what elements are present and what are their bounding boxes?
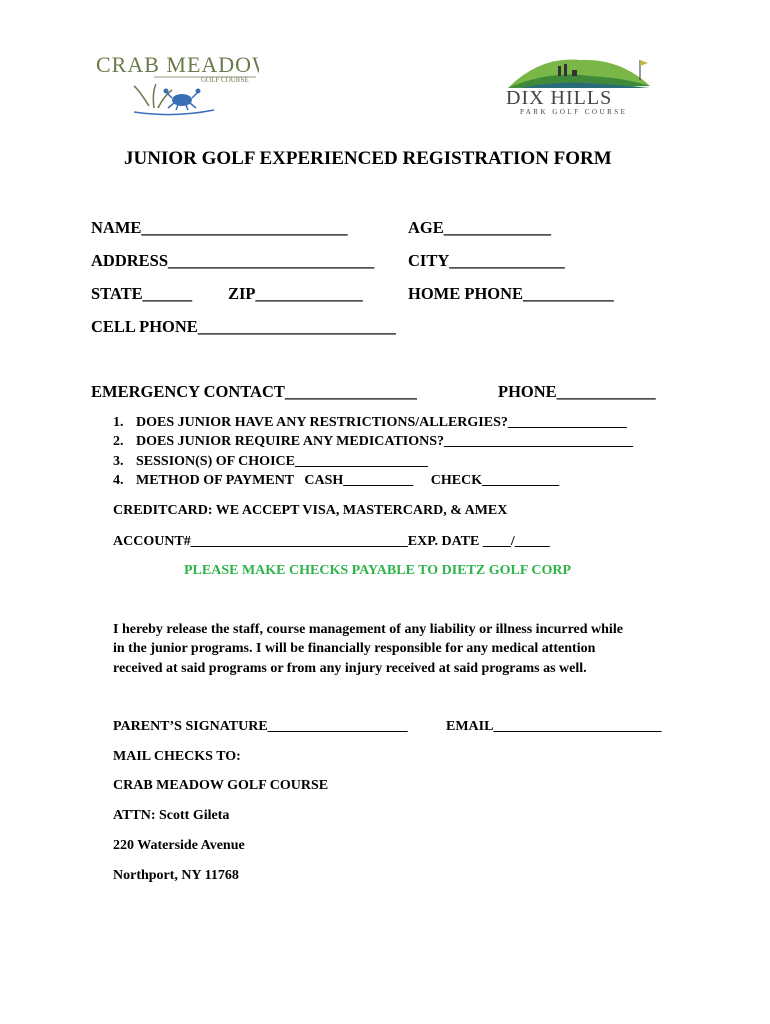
name-field[interactable]: NAME_________________________ bbox=[91, 218, 348, 237]
zip-field[interactable]: ZIP_____________ bbox=[228, 284, 363, 303]
crab-icon bbox=[172, 94, 192, 106]
question-number: 2. bbox=[113, 434, 124, 449]
emergency-phone-field[interactable]: PHONE____________ bbox=[498, 382, 656, 401]
mail-address-line: 220 Waterside Avenue bbox=[113, 838, 245, 853]
dix-hills-logo-name: DIX HILLS bbox=[506, 87, 613, 109]
dix-hills-logo bbox=[500, 46, 665, 118]
crab-meadow-logo-name: CRAB MEADOW bbox=[96, 52, 259, 77]
release-line: I hereby release the staff, course management of any liability or illness incurred while bbox=[113, 622, 623, 637]
question-medications[interactable]: DOES JUNIOR REQUIRE ANY MEDICATIONS?___________________________ bbox=[136, 434, 634, 449]
account-field[interactable]: ACCOUNT#_______________________________EXP. DATE ____/_____ bbox=[113, 534, 550, 549]
cell-phone-field[interactable]: CELL PHONE________________________ bbox=[91, 317, 396, 336]
mail-address-line: CRAB MEADOW GOLF COURSE bbox=[113, 778, 329, 793]
crab-meadow-logo bbox=[94, 48, 259, 120]
crab-meadow-logo-sub: GOLF COURSE bbox=[201, 76, 249, 84]
credit-card-note: CREDITCARD: WE ACCEPT VISA, MASTERCARD, & AMEX bbox=[113, 503, 508, 518]
state-field[interactable]: STATE______ bbox=[91, 284, 193, 303]
email-field[interactable]: EMAIL________________________ bbox=[446, 719, 662, 734]
emergency-contact-field[interactable]: EMERGENCY CONTACT________________ bbox=[91, 382, 417, 401]
release-line: in the junior programs. I will be financially responsible for any medical attention bbox=[113, 641, 596, 656]
question-number: 1. bbox=[113, 415, 124, 430]
dix-hills-logo-graphic bbox=[500, 46, 665, 118]
release-line: received at said programs or from any injury received at said programs as well. bbox=[113, 661, 587, 676]
checks-payable-note: PLEASE MAKE CHECKS PAYABLE TO DIETZ GOLF CORP bbox=[184, 563, 572, 578]
mail-address-line: ATTN: Scott Gileta bbox=[113, 808, 230, 823]
question-sessions[interactable]: SESSION(S) OF CHOICE___________________ bbox=[136, 454, 428, 469]
mail-checks-heading: MAIL CHECKS TO: bbox=[113, 749, 241, 764]
question-restrictions[interactable]: DOES JUNIOR HAVE ANY RESTRICTIONS/ALLERGIES?_________________ bbox=[136, 415, 627, 430]
crab-meadow-logo-graphic bbox=[94, 48, 259, 120]
age-field[interactable]: AGE_____________ bbox=[408, 218, 552, 237]
parent-signature-field[interactable]: PARENT’S SIGNATURE____________________ bbox=[113, 719, 408, 734]
dix-hills-logo-sub: PARK GOLF COURSE bbox=[520, 108, 628, 116]
address-field[interactable]: ADDRESS_________________________ bbox=[91, 251, 375, 270]
question-number: 3. bbox=[113, 454, 124, 469]
form-title: JUNIOR GOLF EXPERIENCED REGISTRATION FORM bbox=[124, 148, 612, 169]
city-field[interactable]: CITY______________ bbox=[408, 251, 565, 270]
question-number: 4. bbox=[113, 473, 124, 488]
question-payment[interactable]: METHOD OF PAYMENT CASH__________ CHECK___________ bbox=[136, 473, 560, 488]
mail-address-line: Northport, NY 11768 bbox=[113, 868, 239, 883]
home-phone-field[interactable]: HOME PHONE___________ bbox=[408, 284, 614, 303]
